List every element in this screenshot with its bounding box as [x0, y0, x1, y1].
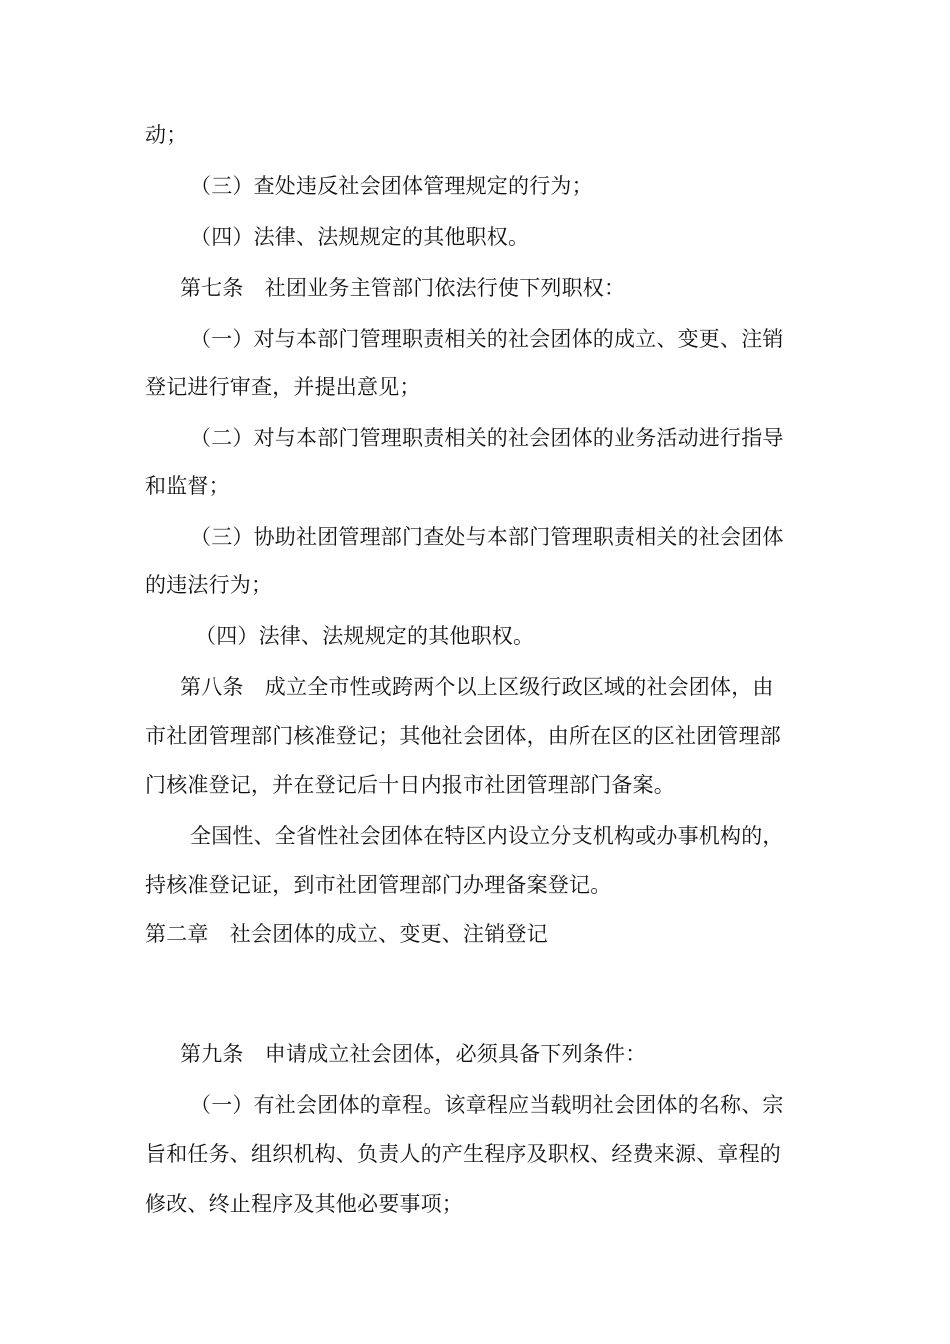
text-line: （四）法律、法规规定的其他职权。: [195, 624, 535, 648]
article-heading: 第七条 社团业务主管部门依法行使下列职权：: [180, 276, 626, 300]
text-line: 和监督；: [145, 474, 230, 498]
text-line: 动；: [145, 123, 188, 147]
chapter-heading: 第二章 社会团体的成立、变更、注销登记: [145, 922, 548, 946]
text-line: 全国性、全省性社会团体在特区内设立分支机构或办事机构的，: [190, 824, 784, 848]
article-heading: 第八条 成立全市性或跨两个以上区级行政区域的社会团体，由: [180, 675, 774, 699]
text-line: 持核准登记证，到市社团管理部门办理备案登记。: [145, 873, 612, 897]
text-line: 旨和任务、组织机构、负责人的产生程序及职权、经费来源、章程的: [145, 1142, 781, 1166]
text-line: （一）有社会团体的章程。该章程应当载明社会团体的名称、宗: [190, 1093, 784, 1117]
text-line: （二）对与本部门管理职责相关的社会团体的业务活动进行指导: [190, 426, 784, 450]
article-heading: 第九条 申请成立社会团体，必须具备下列条件：: [180, 1042, 647, 1066]
text-line: （一）对与本部门管理职责相关的社会团体的成立、变更、注销: [190, 327, 784, 351]
text-line: 门核准登记，并在登记后十日内报市社团管理部门备案。: [145, 773, 675, 797]
text-line: 的违法行为；: [145, 573, 273, 597]
text-line: 市社团管理部门核准登记；其他社会团体，由所在区的区社团管理部: [145, 724, 781, 748]
text-line: （四）法律、法规规定的其他职权。: [190, 225, 530, 249]
text-line: （三）协助社团管理部门查处与本部门管理职责相关的社会团体: [190, 525, 784, 549]
text-line: 修改、终止程序及其他必要事项；: [145, 1192, 463, 1216]
text-line: （三）查处违反社会团体管理规定的行为；: [190, 174, 593, 198]
text-line: 登记进行审查，并提出意见；: [145, 375, 421, 399]
